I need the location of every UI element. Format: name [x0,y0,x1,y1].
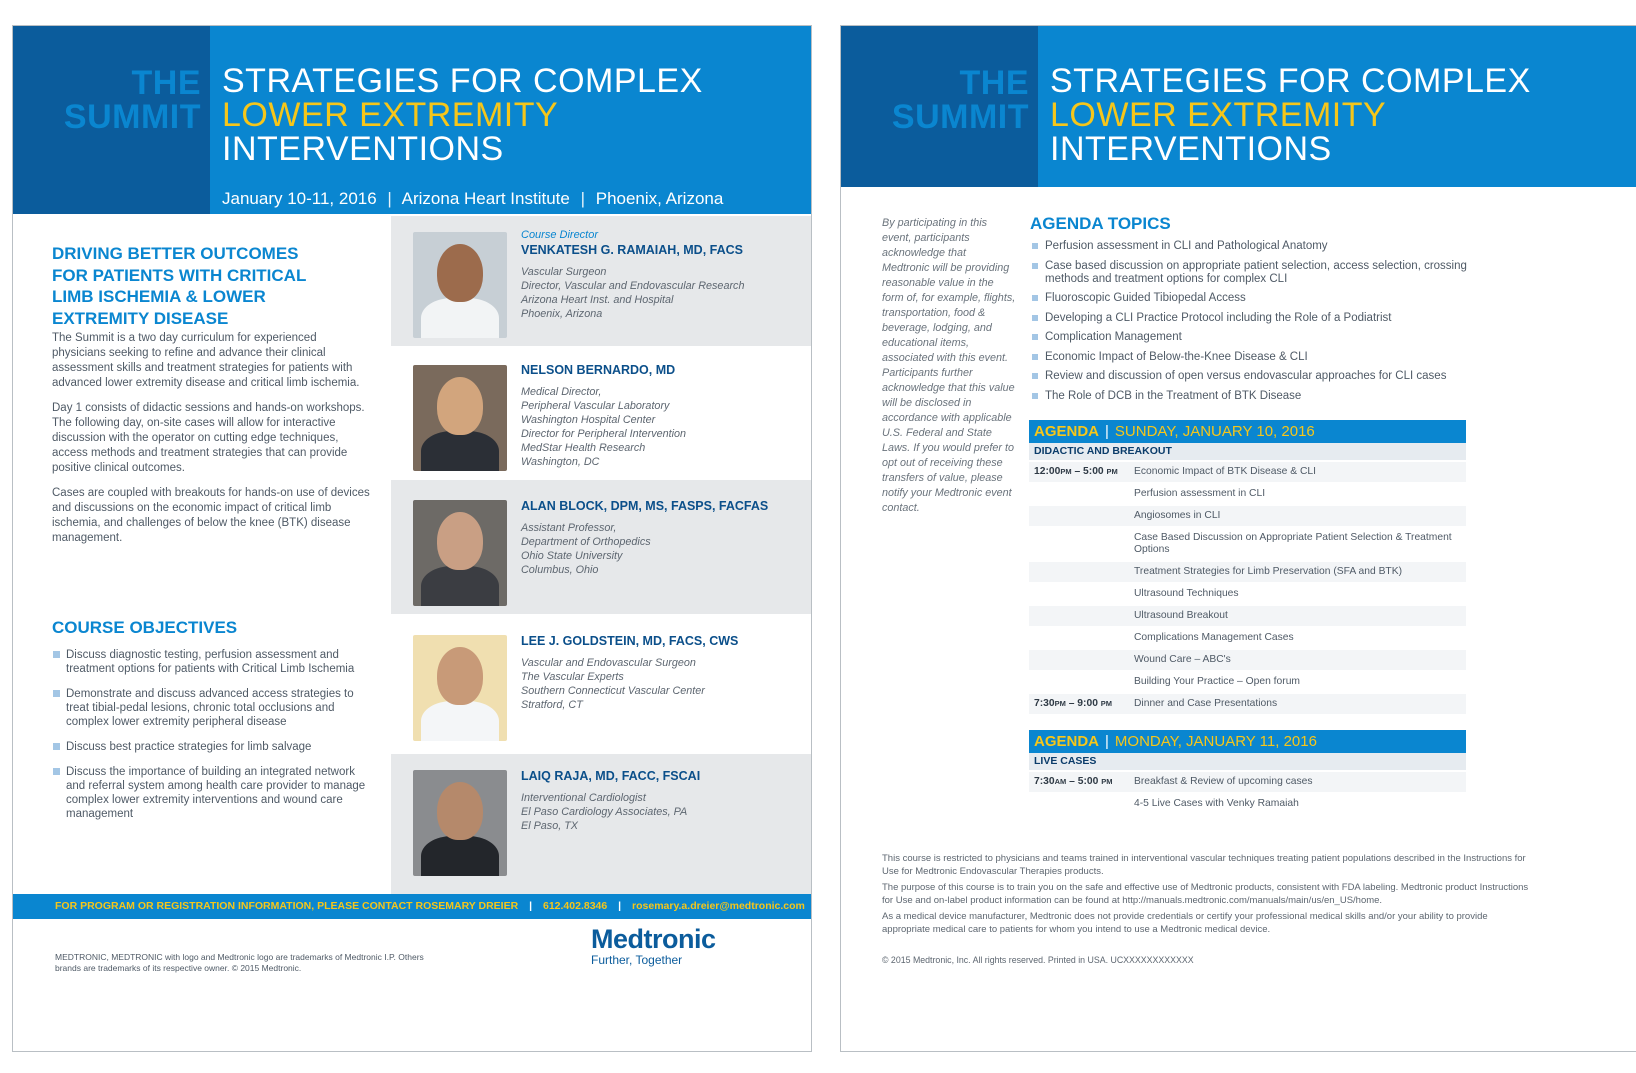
event-title: STRATEGIES FOR COMPLEX LOWER EXTREMITY INTERVENTIONS [222,62,703,168]
agenda-day2-subheading: LIVE CASES [1029,753,1466,770]
header-band [841,26,1636,187]
contact-text: FOR PROGRAM OR REGISTRATION INFORMATION, PLEASE CONTACT ROSEMARY DREIER [55,900,519,912]
agenda-time [1029,672,1134,692]
table-row [1029,626,1466,648]
trademark-notice: MEDTRONIC, MEDTRONIC with logo and Medtronic logo are trademarks of Medtronic I.P. Others brands are trademarks of its respective owner. © 2015 Medtronic. [55,952,424,973]
agenda-day2-header: AGENDA | MONDAY, JANUARY 11, 2016 [1029,730,1466,753]
table-row [1029,526,1466,560]
agenda-session: Perfusion assessment in CLI [1134,488,1266,499]
agenda-day2-table [1029,730,1466,814]
list-item: The Role of DCB in the Treatment of BTK Disease [1032,390,1492,403]
agenda-day1-rows [1029,460,1466,714]
agenda-day2-rows [1029,770,1466,814]
faculty-name: LEE J. GOLDSTEIN, MD, FACS, CWS [521,634,739,648]
agenda-time: 7:30AM – 5:00 PM [1034,776,1113,787]
contact-email-link[interactable]: rosemary.a.dreier@medtronic.com [632,900,805,912]
table-row [1029,560,1466,582]
table-row [1029,692,1466,714]
list-item: Discuss diagnostic testing, perfusion assessment and treatment options for patients with Critical Limb Ischemia [52,648,372,676]
list-item: Review and discussion of open versus endovascular approaches for CLI cases [1032,370,1492,383]
faculty-name: NELSON BERNARDO, MD [521,363,676,377]
table-row [1029,604,1466,626]
faculty-panel [391,216,812,922]
agenda-time: 12:00PM – 5:00 PM [1034,466,1118,477]
agenda-session: Wound Care – ABC's [1134,654,1231,665]
list-item: Complication Management [1032,331,1492,344]
flyer-back-page [840,25,1636,1052]
agenda-time [1029,528,1134,560]
list-item: Perfusion assessment in CLI and Pathological Anatomy [1032,240,1492,253]
legal-notice: This course is restricted to physicians and teams trained in interventional vascular techniques treating patient populations described in the Instructions for Use for Medtronic Endovascular Therapies products. The purpose of this course is to train you on the safe and effective use of Medtronic products, consistent with FDA labeling. Medtronic product Instructions for Use and on-label product information can be found at http://manuals.medtronic.com/manuals/main/us/en_US/home. As a medical device manufacturer, Medtronic does not provide credentials or certify your professional medical skills and/or your ability to provide appropriate medical care to patients for whom you intend to use a Medtronic medical device. [882,853,1529,935]
agenda-day1-table [1029,420,1466,714]
agenda-session: Dinner and Case Presentations [1134,698,1278,709]
table-row [1029,482,1466,504]
agenda-time [1029,506,1134,526]
faculty-name: VENKATESH G. RAMAIAH, MD, FACS [521,243,743,257]
agenda-day1-subheading: DIDACTIC AND BREAKOUT [1029,443,1466,460]
agenda-time [1029,794,1134,814]
agenda-time [1029,484,1134,504]
objectives-heading: COURSE OBJECTIVES [52,618,238,637]
event-title: STRATEGIES FOR COMPLEX LOWER EXTREMITY INTERVENTIONS [1050,62,1531,168]
agenda-time [1029,584,1134,604]
agenda-session: Ultrasound Techniques [1134,588,1239,599]
table-row [1029,460,1466,482]
objectives-list [52,648,372,832]
faculty-card: Course Director VENKATESH G. RAMAIAH, MD, FACS Vascular Surgeon Director, Vascular and Endovascular Research Arizona Heart Inst. and Hospital Phoenix, Arizona [391,216,812,346]
agenda-time [1029,562,1134,582]
faculty-role: Course Director [521,229,599,241]
header-band [13,26,811,214]
agenda-session: 4-5 Live Cases with Venky Ramaiah [1134,798,1299,809]
agenda-session: Complications Management Cases [1134,632,1294,643]
list-item: Demonstrate and discuss advanced access strategies to treat tibial-pedal lesions, chronic total occlusions and complex lower extremity peripheral disease [52,687,372,729]
agenda-session: Building Your Practice – Open forum [1134,676,1300,687]
table-row [1029,582,1466,604]
contact-phone[interactable]: 612.402.8346 [542,900,608,912]
table-row [1029,648,1466,670]
faculty-card: NELSON BERNARDO, MD Medical Director, Peripheral Vascular Laboratory Washington Hospital Center Director for Peripheral Intervention MedStar Health Research Washington, DC [391,346,812,480]
event-city: Phoenix, Arizona [595,189,724,208]
faculty-card: LAIQ RAJA, MD, FACC, FSCAI Interventional Cardiologist El Paso Cardiology Associates, PA El Paso, TX [391,754,812,894]
list-item: Discuss best practice strategies for limb salvage [52,740,372,754]
faculty-photo [413,365,507,471]
event-date: January 10-11, 2016 [222,189,377,208]
table-row [1029,670,1466,692]
list-item: Fluoroscopic Guided Tibiopedal Access [1032,292,1492,305]
agenda-time [1029,628,1134,648]
faculty-card: ALAN BLOCK, DPM, MS, FASPS, FACFAS Assistant Professor, Department of Orthopedics Ohio State University Columbus, Ohio [391,480,812,614]
agenda-time [1029,650,1134,670]
event-venue: Arizona Heart Institute [401,189,570,208]
list-item: Economic Impact of Below-the-Knee Disease & CLI [1032,351,1492,364]
agenda-session: Ultrasound Breakout [1134,610,1228,621]
agenda-session: Case Based Discussion on Appropriate Patient Selection & Treatment Options [1134,532,1452,555]
value-disclosure: By participating in this event, participants acknowledge that Medtronic will be providing reasonable value in the form of, for example, flights, transportation, food & beverage, lodging, and educational items, associated with this event. Participants further acknowledge that this value will be disclosed in accordance with applicable U.S. Federal and State Laws. If you would prefer to opt out of receiving these transfers of value, please notify your Medtronic event contact. [882,217,1016,514]
agenda-topics-list [1032,240,1492,409]
lead-heading: DRIVING BETTER OUTCOMES FOR PATIENTS WITH CRITICAL LIMB ISCHEMIA & LOWER EXTREMITY DISEASE [52,244,307,328]
table-row [1029,770,1466,792]
faculty-photo [413,500,507,606]
table-row [1029,792,1466,814]
faculty-photo [413,232,507,338]
day1-paragraph: Day 1 consists of didactic sessions and hands-on workshops. The following day, on-site cases will allow for interactive discussion with the operator on cutting edge techniques, access methods and treatment strategies that can provide positive clinical outcomes. [52,402,365,474]
breakout-paragraph: Cases are coupled with breakouts for hands-on use of devices and discussions on the economic impact of critical limb ischemia, and challenges of below the knee (BTK) disease management. [52,487,370,544]
flyer-front-page [12,25,812,1052]
agenda-day1-header: AGENDA | SUNDAY, JANUARY 10, 2016 [1029,420,1466,443]
faculty-photo [413,635,507,741]
agenda-session: Breakfast & Review of upcoming cases [1134,776,1313,787]
copyright-line: © 2015 Medtronic, Inc. All rights reserved. Printed in USA. UCXXXXXXXXXXXX [882,955,1194,965]
faculty-name: LAIQ RAJA, MD, FACC, FSCAI [521,769,701,783]
list-item: Discuss the importance of building an integrated network and referral system among health care provider to manage complex lower extremity interventions and wound care management [52,765,372,821]
summit-wordmark: THE SUMMIT [891,64,1029,136]
agenda-session: Angiosomes in CLI [1134,510,1221,521]
medtronic-logo: Medtronic Further, Together [591,924,716,967]
contact-bar: FOR PROGRAM OR REGISTRATION INFORMATION, PLEASE CONTACT ROSEMARY DREIER | 612.402.8346 | rosemary.a.dreier@medtronic.com [13,894,811,919]
event-date-venue: January 10-11, 2016 | Arizona Heart Institute | Phoenix, Arizona [222,189,724,208]
intro-paragraph: The Summit is a two day curriculum for experienced physicians seeking to refine and advance their clinical assessment skills and treatment strategies for patients with advanced lower extremity disease and critical limb ischemia. [52,332,360,389]
agenda-time: 7:30PM – 9:00 PM [1034,698,1113,709]
summit-wordmark: THE SUMMIT [63,64,201,136]
agenda-session: Treatment Strategies for Limb Preservation (SFA and BTK) [1134,566,1403,577]
agenda-topics-heading: AGENDA TOPICS [1030,214,1171,233]
list-item: Developing a CLI Practice Protocol including the Role of a Podiatrist [1032,312,1492,325]
agenda-session: Economic Impact of BTK Disease & CLI [1134,466,1316,477]
table-row [1029,504,1466,526]
faculty-card: LEE J. GOLDSTEIN, MD, FACS, CWS Vascular and Endovascular Surgeon The Vascular Experts Southern Connecticut Vascular Center Stratford, CT [391,614,812,754]
list-item: Case based discussion on appropriate patient selection, access selection, crossing methods and treatment options for complex CLI [1032,260,1492,286]
agenda-time [1029,606,1134,626]
faculty-photo [413,770,507,876]
faculty-name: ALAN BLOCK, DPM, MS, FASPS, FACFAS [521,499,769,513]
